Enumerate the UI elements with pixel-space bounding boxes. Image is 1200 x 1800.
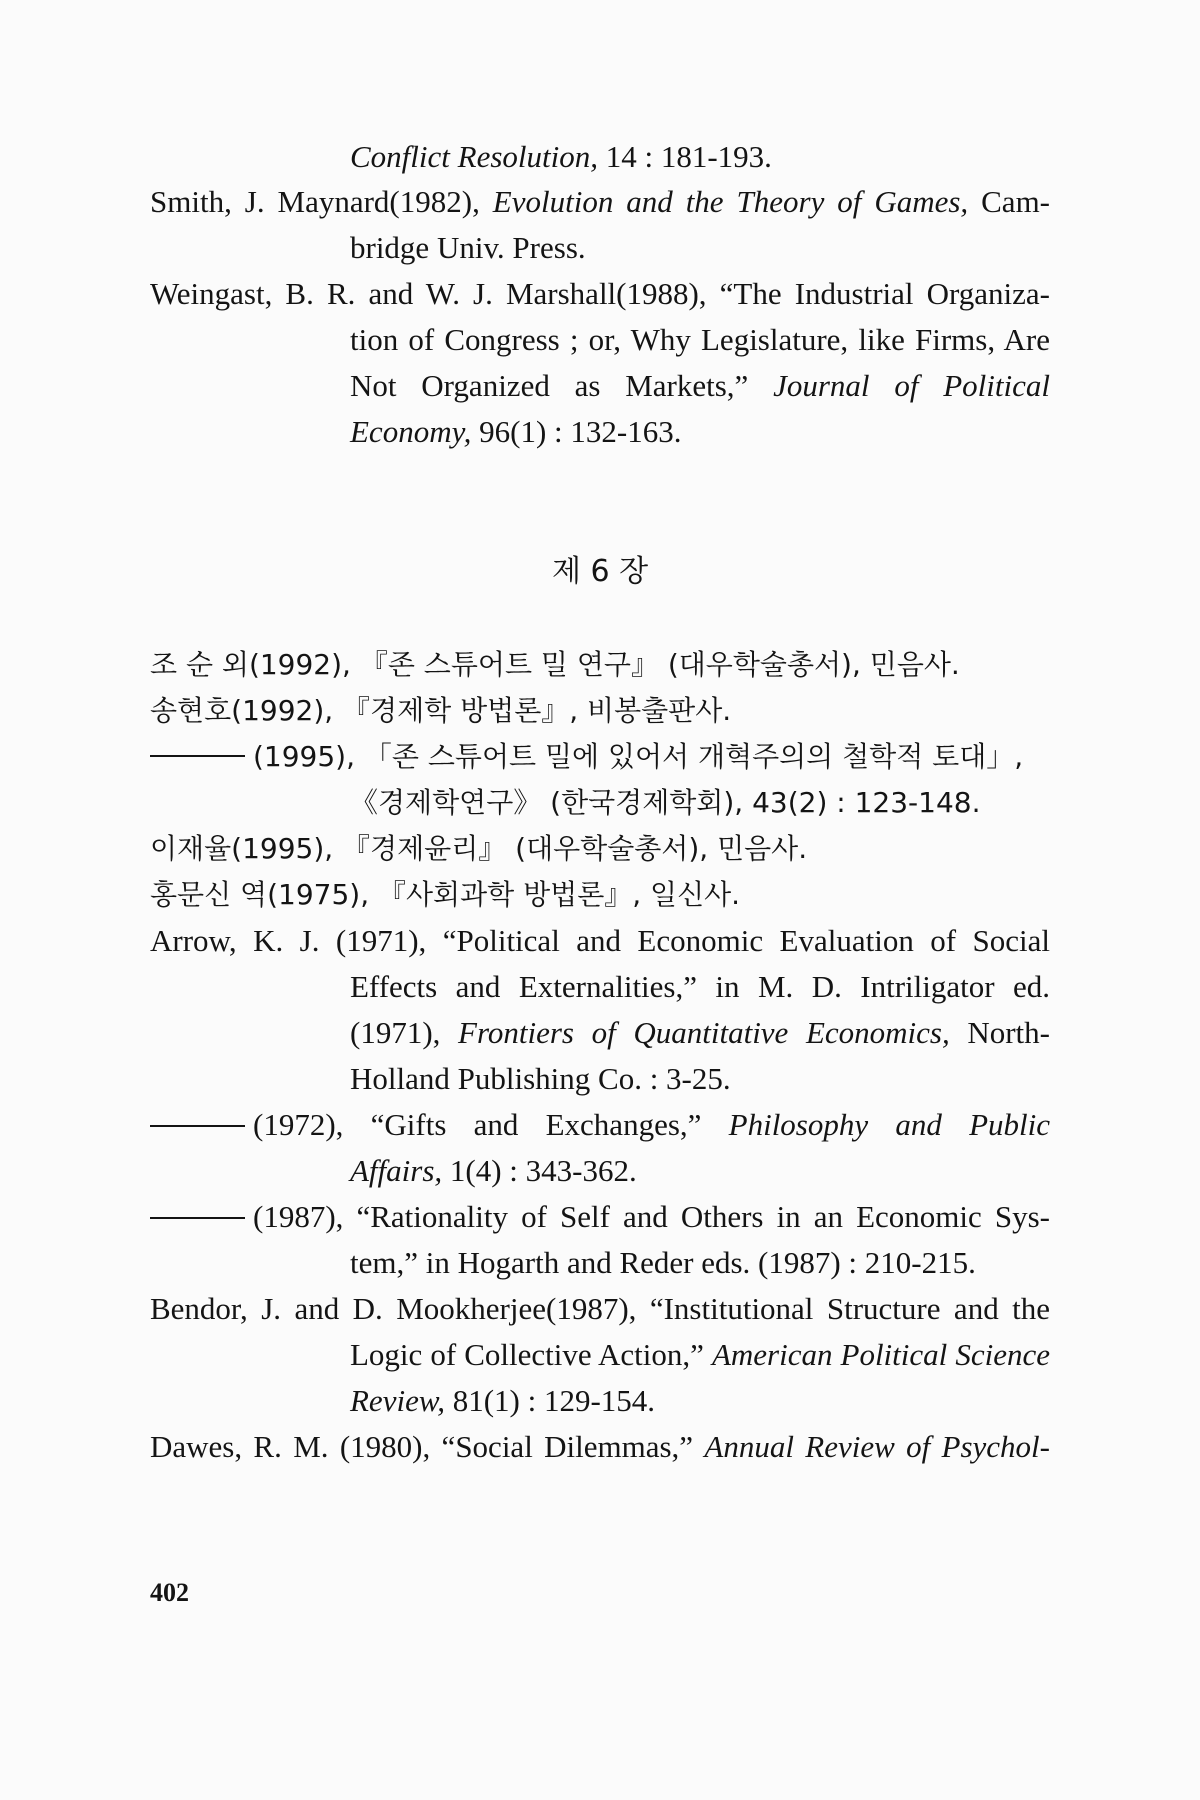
journal-title: Journal of Political <box>773 368 1050 403</box>
repeat-author-dash <box>150 755 245 757</box>
ref-ko-cho: 조 순 외(1992), 『존 스튜어트 밀 연구』 (대우학술총서), 민음사. <box>150 648 960 681</box>
ref-arrow-1971-line2: Effects and Externalities,” in M. D. Intriligator ed. <box>350 969 1050 1004</box>
ref-arrow-1971-line4: Holland Publishing Co. : 3-25. <box>350 1061 731 1096</box>
journal-title: American Political Science <box>711 1337 1050 1372</box>
repeat-author-dash <box>150 1125 245 1127</box>
ref-pages: 14 : 181-193. <box>598 139 772 174</box>
ref-ko-song: 송현호(1992), 『경제학 방법론』, 비봉출판사. <box>150 694 732 727</box>
ref-arrow-1971-line1: Arrow, K. J. (1971), “Political and Economic Evaluation of Social <box>150 923 1050 958</box>
journal-title: Conflict Resolution, <box>350 139 598 174</box>
book-title: Frontiers of Quantitative Economics, <box>458 1015 950 1050</box>
ref-ko-lee: 이재율(1995), 『경제윤리』 (대우학술총서), 민음사. <box>150 832 808 865</box>
ref-smith-line2: bridge Univ. Press. <box>350 230 586 265</box>
ref-conflict-resolution-line <box>350 137 772 177</box>
ref-arrow-1972-line1: (1972), “Gifts and Exchanges,” Philosophy and Public <box>150 1105 1050 1145</box>
ref-bendor-line3: Review, 81(1) : 129-154. <box>350 1383 656 1418</box>
journal-title: Annual Review of Psychol- <box>704 1429 1050 1464</box>
ref-arrow-1972-line2: Affairs, 1(4) : 343-362. <box>350 1153 637 1188</box>
ref-dawes-line1: Dawes, R. M. (1980), “Social Dilemmas,” Annual Review of Psychol- <box>150 1429 1050 1464</box>
ref-weingast-line4: Economy, 96(1) : 132-163. <box>350 414 682 449</box>
repeat-author-dash <box>150 1217 245 1219</box>
ref-ko-song-1995-line2: 《경제학연구》 (한국경제학회), 43(2) : 123-148. <box>350 786 981 819</box>
ref-bendor-line2: Logic of Collective Action,” American Political Science <box>350 1337 1050 1372</box>
journal-title: Philosophy and Public <box>728 1107 1051 1142</box>
ref-arrow-1987-line2: tem,” in Hogarth and Reder eds. (1987) : 210-215. <box>350 1245 976 1280</box>
ref-ko-song-1995: (1995), 「존 스튜어트 밀에 있어서 개혁주의의 철학적 토대」, <box>150 737 1023 777</box>
book-title: Evolution and the Theory of Games, <box>492 184 969 219</box>
ref-weingast-line1: Weingast, B. R. and W. J. Marshall(1988), “The Industrial Organiza- <box>150 276 1050 311</box>
ref-weingast-line3: Not Organized as Markets,” Journal of Political <box>350 368 1050 403</box>
ref-smith-line1: Smith, J. Maynard(1982), Evolution and the Theory of Games, Cam- <box>150 184 1051 219</box>
chapter-title: 제 6 장 <box>551 554 649 589</box>
ref-bendor-line1: Bendor, J. and D. Mookherjee(1987), “Institutional Structure and the <box>150 1291 1050 1326</box>
ref-arrow-1987-line1: (1987), “Rationality of Self and Others in an Economic Sys- <box>150 1197 1050 1237</box>
page-number: 402 <box>150 1578 189 1607</box>
ref-ko-hong: 홍문신 역(1975), 『사회과학 방법론』, 일신사. <box>150 878 741 911</box>
ref-arrow-1971-line3: (1971), Frontiers of Quantitative Economics, North- <box>350 1015 1050 1050</box>
ref-weingast-line2: tion of Congress ; or, Why Legislature, like Firms, Are <box>350 322 1050 357</box>
